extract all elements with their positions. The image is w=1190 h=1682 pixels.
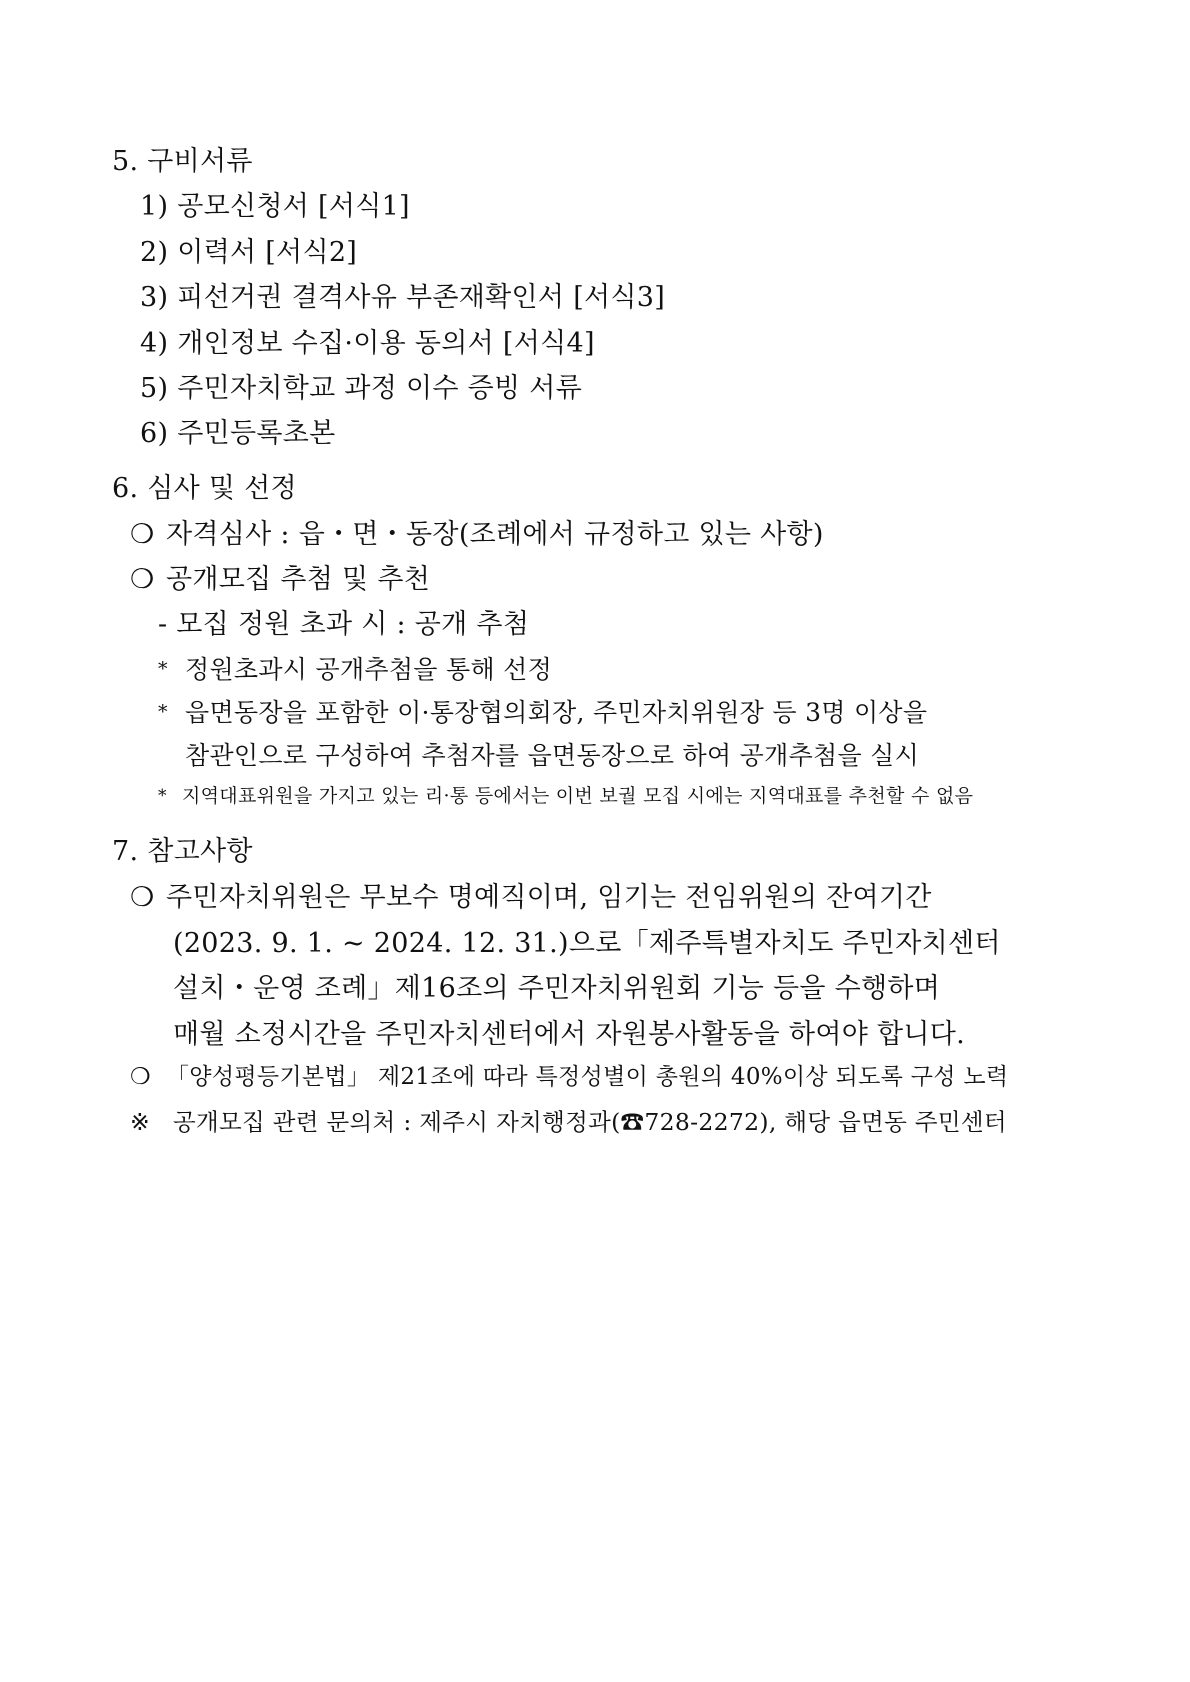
bullet-gender-equality [130, 1066, 1008, 1089]
bullet-continuation-line: 매월 소정시간을 주민자치센터에서 자원봉사활동을 하여야 합니다. [173, 1019, 965, 1050]
note-text: 지역대표위원을 가지고 있는 리·통 등에서는 이번 보궐 모집 시에는 지역대표를 추천할 수 없음 [182, 785, 974, 807]
asterisk-marker: * [158, 658, 168, 680]
required-doc-6: 6) 주민등록초본 [140, 418, 336, 449]
note-item-regional-rep [158, 787, 973, 806]
required-doc-1: 1) 공모신청서 [서식1] [140, 191, 410, 222]
note-item-selection [158, 657, 552, 682]
bullet-text: 주민자치위원은 무보수 명예직이며, 임기는 전임위원의 잔여기간 [166, 882, 932, 913]
bullet-continuation-line: 설치・운영 조례」제16조의 주민자치위원회 기능 등을 수행하며 [173, 973, 941, 1004]
asterisk-marker: * [158, 786, 167, 806]
bullet-text: 「양성평등기본법」 제21조에 따라 특정성별이 총원의 40%이상 되도록 구성 노력 [166, 1064, 1009, 1090]
required-doc-3: 3) 피선거권 결격사유 부존재확인서 [서식3] [140, 282, 666, 313]
bullet-text: 자격심사 : 읍・면・동장(조례에서 규정하고 있는 사항) [166, 519, 824, 550]
required-doc-2: 2) 이력서 [서식2] [140, 237, 358, 268]
bullet-qualification-review [130, 521, 824, 548]
circle-bullet-icon: ❍ [130, 882, 155, 913]
section-7-heading: 7. 참고사항 [112, 836, 253, 867]
circle-bullet-icon: ❍ [130, 1064, 151, 1090]
note-text: 정원초과시 공개추첨을 통해 선정 [185, 655, 553, 684]
contact-note [130, 1108, 1007, 1136]
circle-bullet-icon: ❍ [130, 564, 155, 595]
asterisk-marker: * [158, 701, 168, 723]
reference-mark-icon: ※ [130, 1108, 150, 1136]
circle-bullet-icon: ❍ [130, 519, 155, 550]
bullet-text: 공개모집 추첨 및 추천 [166, 564, 431, 595]
section-6-heading: 6. 심사 및 선정 [112, 473, 297, 504]
bullet-volunteer-term [130, 884, 932, 911]
required-doc-4: 4) 개인정보 수집·이용 동의서 [서식4] [140, 328, 595, 359]
required-doc-5: 5) 주민자치학교 과정 이수 증빙 서류 [140, 373, 583, 404]
contact-text: 공개모집 관련 문의처 : 제주시 자치행정과(☎728-2272), 해당 읍면동 주민센터 [173, 1108, 1007, 1136]
bullet-continuation-line: (2023. 9. 1. ~ 2024. 12. 31.)으로「제주특별자치도 주민자치센터 [173, 928, 1001, 959]
bullet-public-draw [130, 566, 430, 593]
note-text: 읍면동장을 포함한 이·통장협의회장, 주민자치위원장 등 3명 이상을 [185, 698, 928, 727]
section-5-heading: 5. 구비서류 [112, 146, 253, 177]
dash-item-over-capacity: - 모집 정원 초과 시 : 공개 추첨 [158, 609, 530, 640]
note-item-observers [158, 700, 927, 725]
note-item-observers-continued: 참관인으로 구성하여 추첨자를 읍면동장으로 하여 공개추첨을 실시 [185, 741, 920, 770]
